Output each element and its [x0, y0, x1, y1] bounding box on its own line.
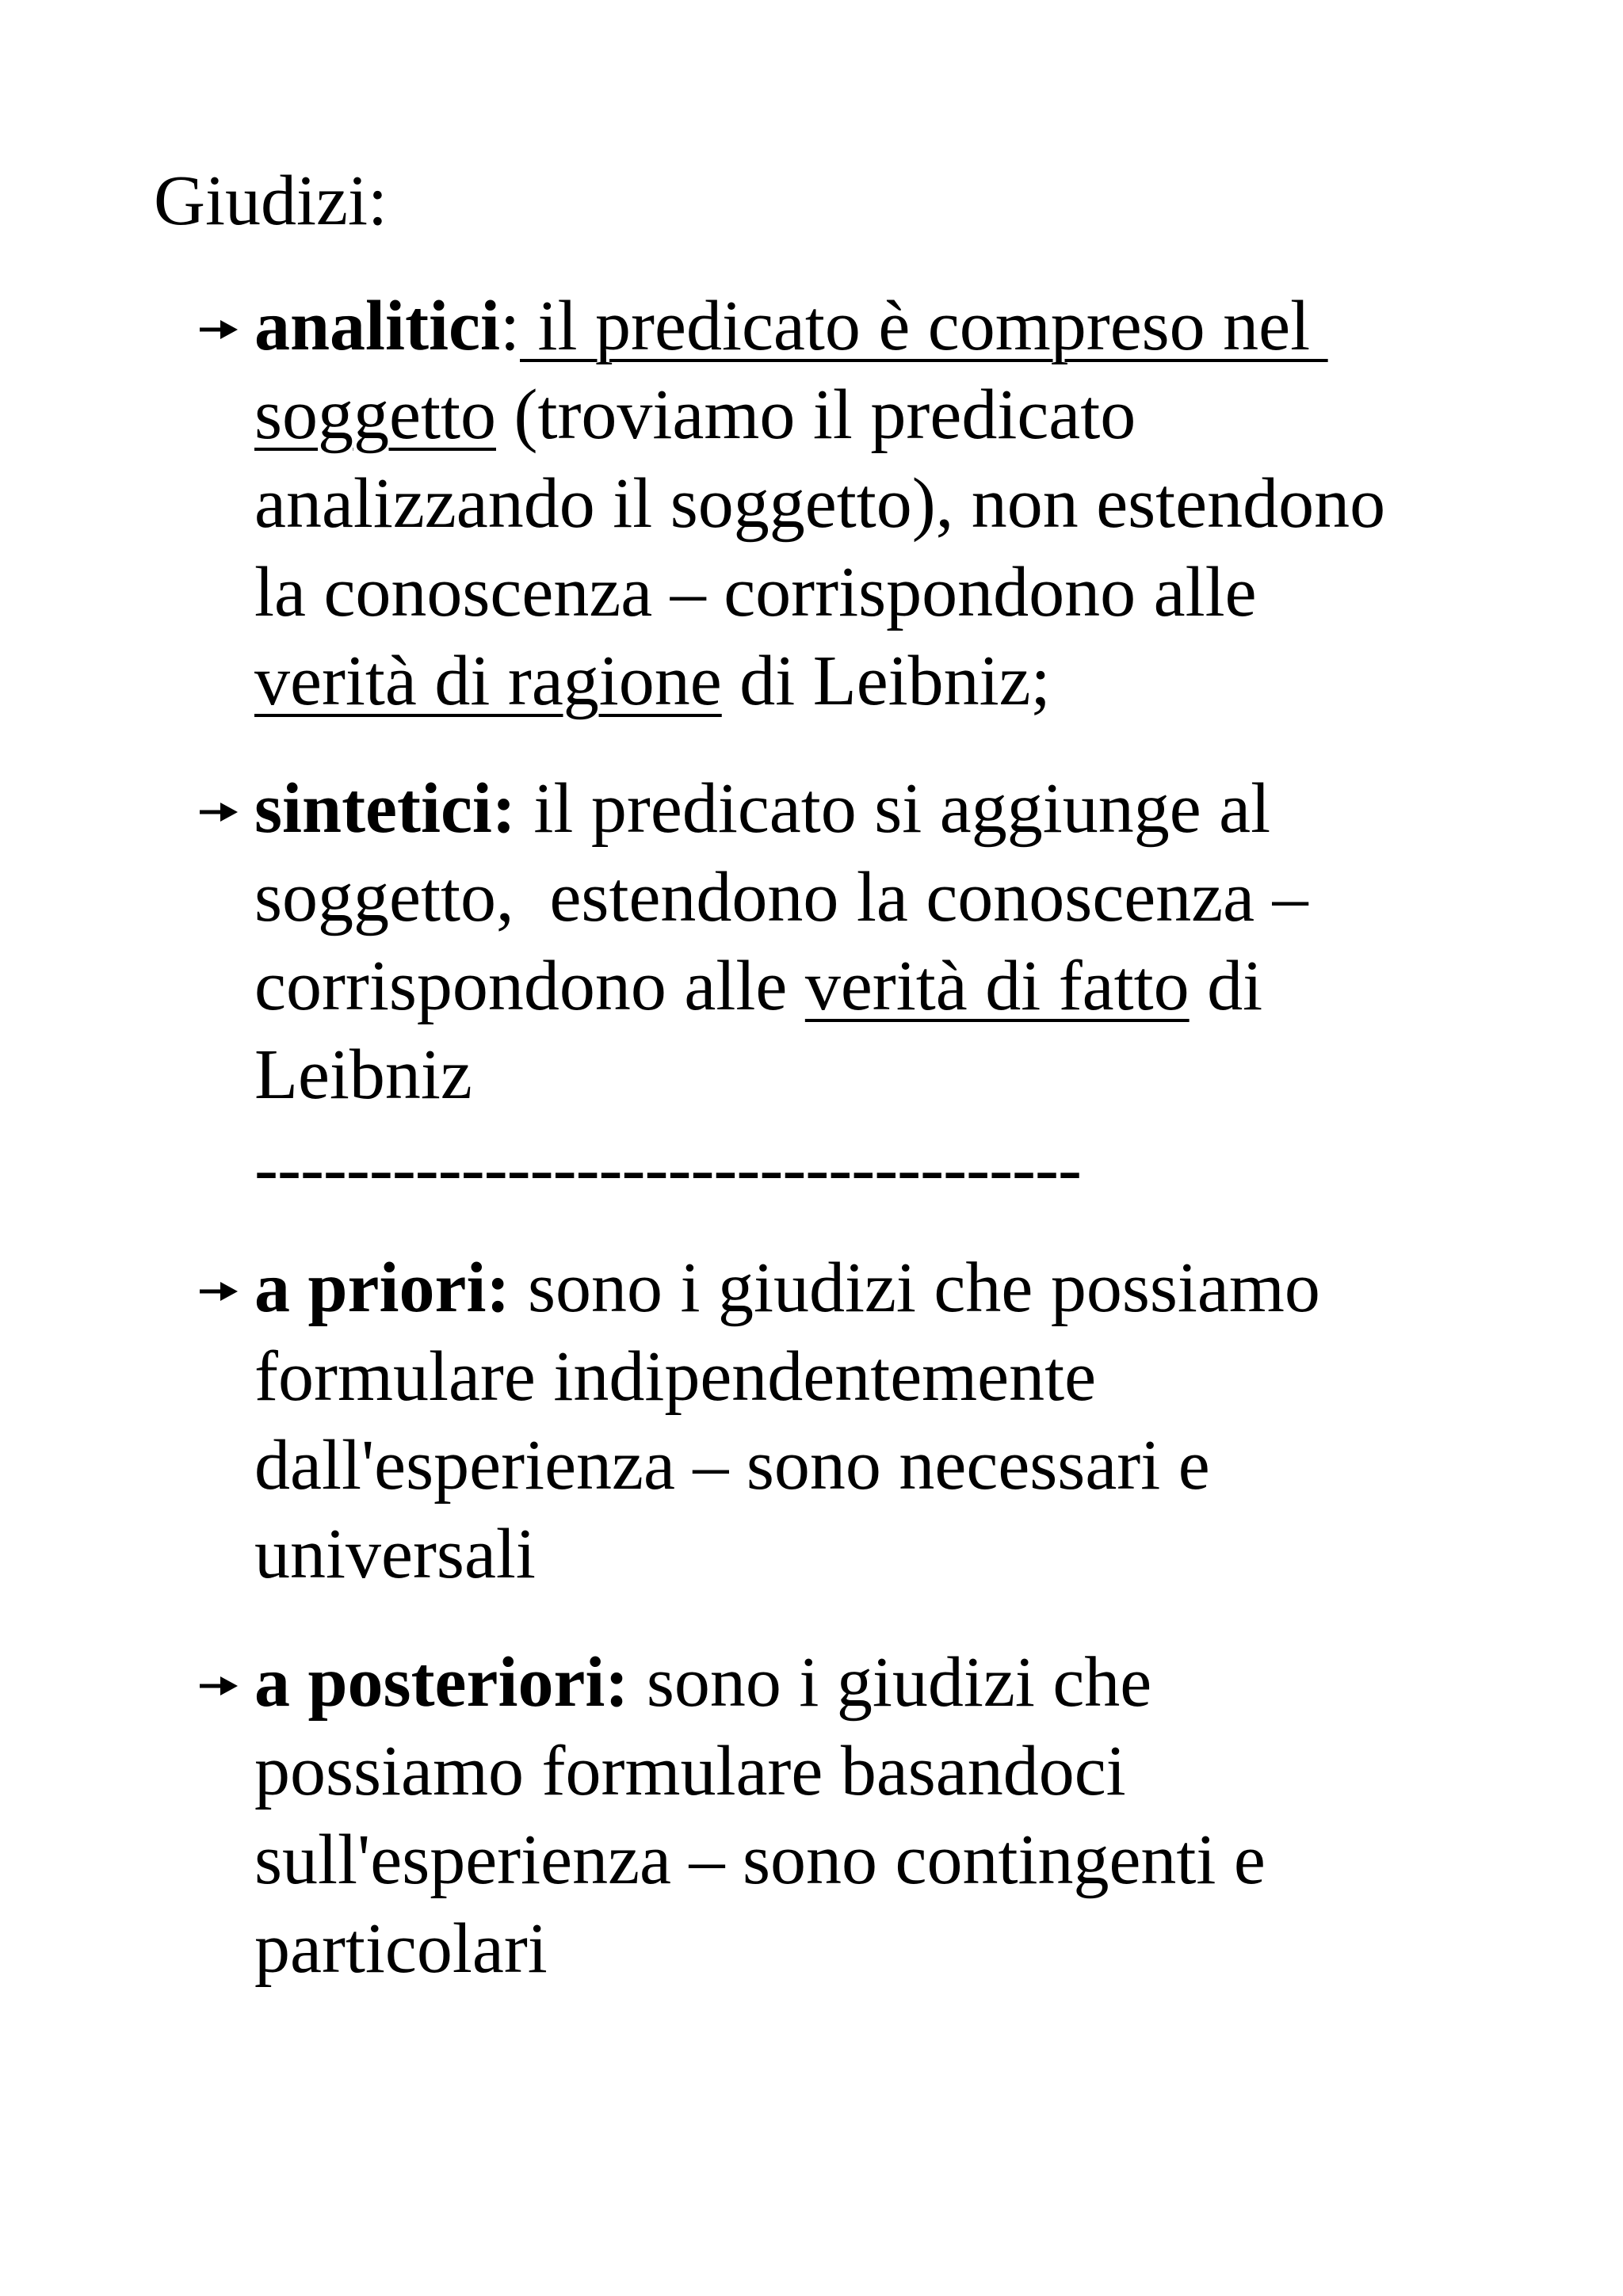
text-line: Leibniz	[254, 1035, 472, 1114]
text-line	[254, 637, 1499, 726]
text-line	[254, 1244, 1499, 1333]
list-item-text	[254, 1244, 1499, 1599]
text-line: universali	[254, 1515, 536, 1593]
term-label: a posteriori:	[254, 1643, 629, 1722]
separator-line: ------------------------------------	[254, 1130, 1081, 1208]
list-item-text	[254, 1638, 1499, 1993]
arrow-right-icon	[198, 314, 239, 345]
text-segment: di Leibniz;	[721, 642, 1051, 720]
underlined-text: soggetto	[254, 376, 496, 454]
list-item-sintetici	[198, 765, 1498, 1119]
list-item-analitici	[198, 282, 1498, 726]
arrow-right-icon	[198, 796, 239, 828]
text-line	[254, 282, 1499, 371]
text-line: soggetto, estendono la conoscenza –	[254, 858, 1308, 936]
term-colon: :	[500, 287, 521, 365]
text-line: sull'esperienza – sono contingenti e	[254, 1821, 1266, 1899]
text-segment: corrispondono alle	[254, 947, 805, 1025]
text-segment: sono i giudizi che possiamo	[510, 1249, 1320, 1327]
arrow-right-icon	[198, 1276, 239, 1307]
term-label: a priori:	[254, 1249, 510, 1327]
term-label: analitici	[254, 287, 500, 365]
text-line: particolari	[254, 1909, 548, 1988]
list-item-text	[254, 282, 1499, 726]
text-line: analizzando il soggetto), non estendono	[254, 464, 1386, 543]
text-line: possiamo formulare basandoci	[254, 1732, 1126, 1810]
text-segment: il predicato si aggiunge al	[515, 769, 1271, 848]
underlined-text: verità di ragione	[254, 642, 722, 720]
text-line: dall'esperienza – sono necessari e	[254, 1426, 1210, 1505]
page-title: Giudizi:	[154, 162, 388, 240]
text-segment: sono i giudizi che	[628, 1643, 1152, 1722]
text-segment: di	[1189, 947, 1263, 1025]
underlined-text: verità di fatto	[804, 947, 1190, 1025]
text-line: formulare indipendentemente	[254, 1337, 1097, 1416]
text-line	[254, 371, 1499, 460]
text-line	[254, 1638, 1499, 1727]
term-label: sintetici:	[254, 769, 516, 848]
arrow-right-icon	[198, 1670, 239, 1702]
list-item-a-posteriori	[198, 1638, 1498, 1993]
text-line: la conoscenza – corrispondono alle	[254, 553, 1257, 631]
text-line	[254, 942, 1499, 1031]
list-item-a-priori	[198, 1244, 1498, 1599]
text-line	[254, 765, 1499, 853]
underlined-text: il predicato è compreso nel	[520, 287, 1328, 365]
text-segment: (troviamo il predicato	[495, 376, 1136, 454]
list-item-text	[254, 765, 1499, 1119]
